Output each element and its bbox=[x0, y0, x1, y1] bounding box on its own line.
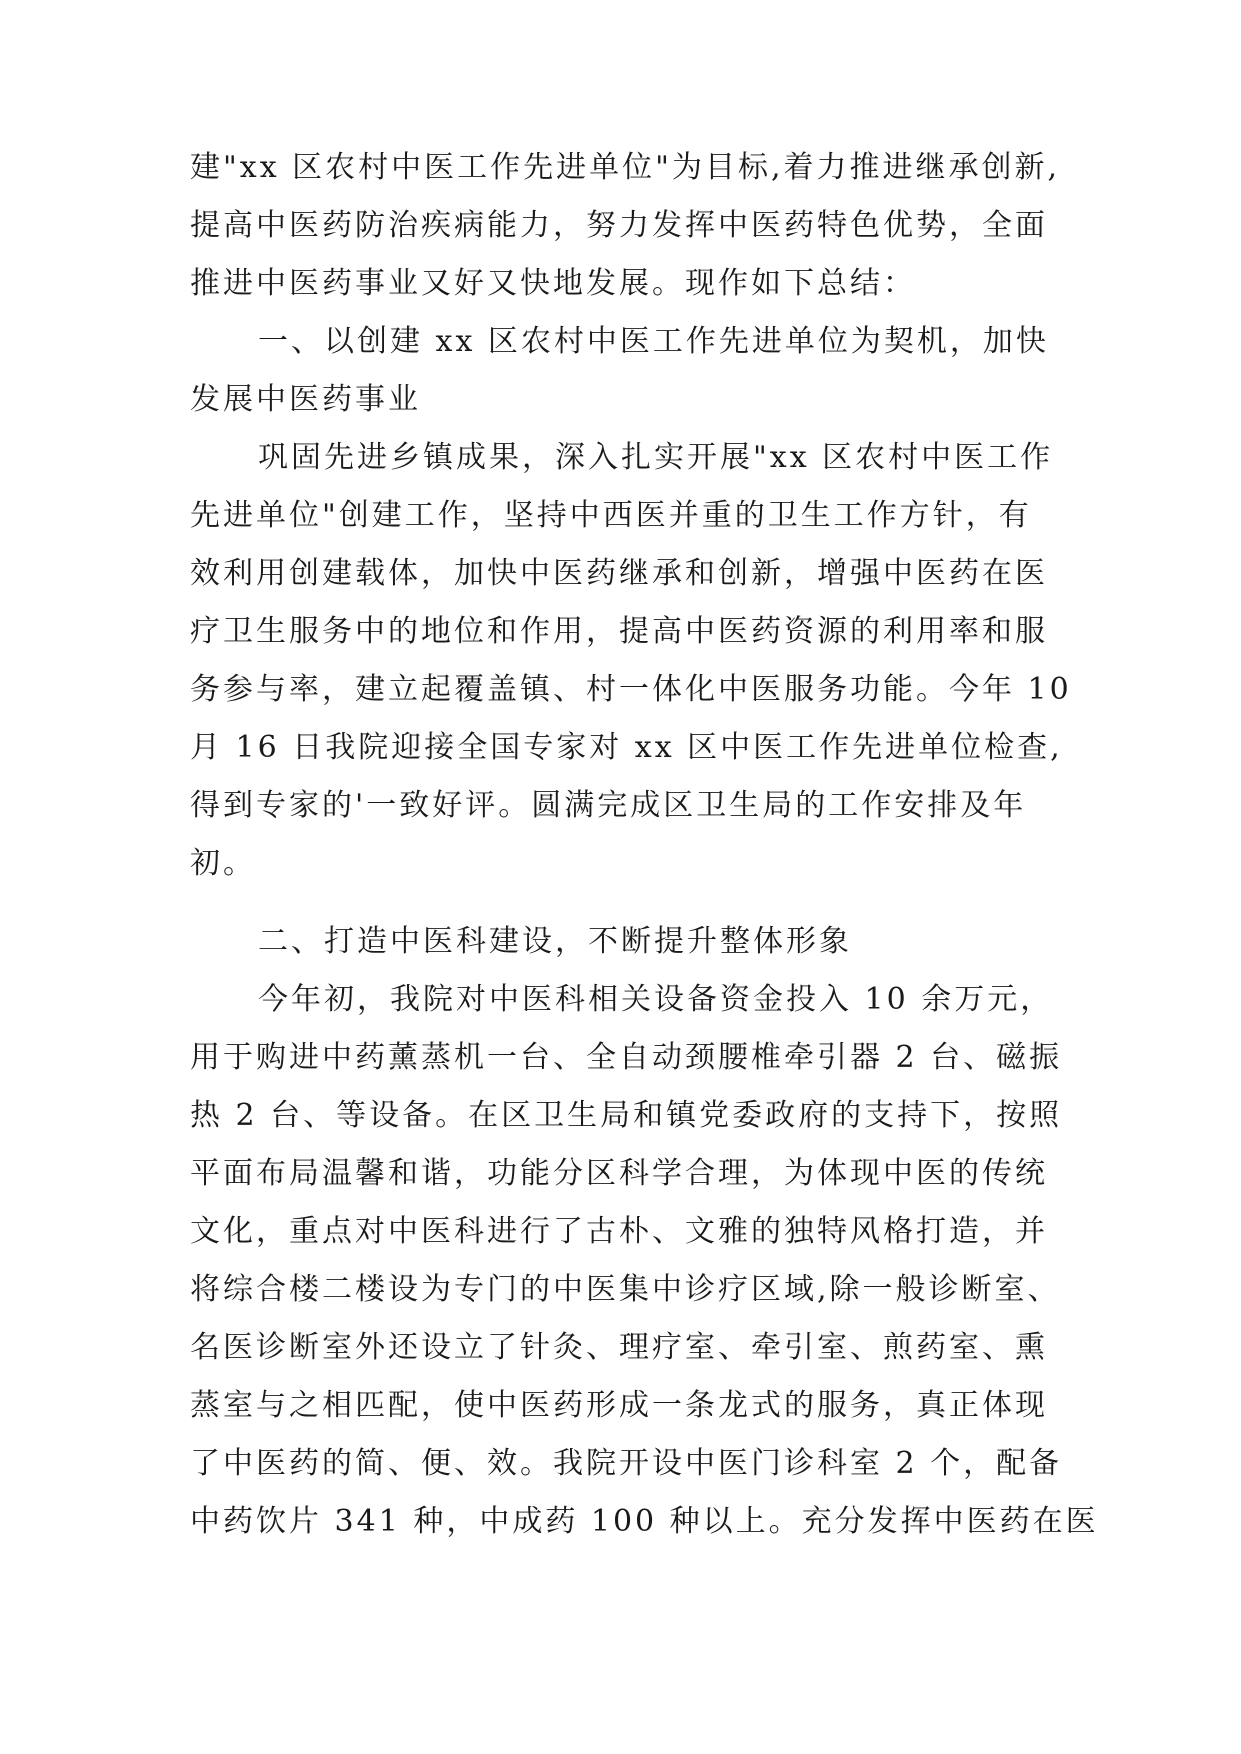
text-line: 将综合楼二楼设为专门的中医集中诊疗区域,除一般诊断室、 bbox=[190, 1272, 1061, 1307]
text-line: 疗卫生服务中的地位和作用，提高中医药资源的利用率和服 bbox=[190, 614, 1048, 649]
text-line: 平面布局温馨和谐，功能分区科学合理，为体现中医的传统 bbox=[190, 1156, 1048, 1191]
text-line: 文化，重点对中医科进行了古朴、文雅的独特风格打造，并 bbox=[190, 1214, 1048, 1249]
text-line: 名医诊断室外还设立了针灸、理疗室、牵引室、煎药室、熏 bbox=[190, 1330, 1048, 1365]
text-line: 建"xx 区农村中医工作先进单位"为目标,着力推进继承创新, bbox=[190, 150, 1061, 185]
text-line: 月 16 日我院迎接全国专家对 xx 区中医工作先进单位检查, bbox=[190, 730, 1063, 765]
text-line: 蒸室与之相匹配，使中医药形成一条龙式的服务，真正体现 bbox=[190, 1388, 1048, 1423]
text-line: 得到专家的'一致好评。圆满完成区卫生局的工作安排及年 bbox=[190, 788, 1027, 823]
text-line: 提高中医药防治疾病能力，努力发挥中医药特色优势，全面 bbox=[190, 208, 1048, 243]
text-line: 效利用创建载体，加快中医药继承和创新，增强中医药在医 bbox=[190, 556, 1048, 591]
section-heading: 一、以创建 xx 区农村中医工作先进单位为契机，加快 bbox=[258, 324, 1049, 359]
text-line: 用于购进中药薰蒸机一台、全自动颈腰椎牵引器 2 台、磁振 bbox=[190, 1040, 1063, 1075]
text-line: 巩固先进乡镇成果，深入扎实开展"xx 区农村中医工作 bbox=[258, 440, 1054, 475]
text-line: 务参与率，建立起覆盖镇、村一体化中医服务功能。今年 10 bbox=[190, 672, 1072, 707]
text-line: 先进单位"创建工作，坚持中西医并重的卫生工作方针，有 bbox=[190, 498, 1032, 533]
text-line: 了中医药的简、便、效。我院开设中医门诊科室 2 个，配备 bbox=[190, 1446, 1063, 1481]
section-heading-continued: 发展中医药事业 bbox=[190, 382, 421, 417]
text-line: 中药饮片 341 种，中成药 100 种以上。充分发挥中医药在医 bbox=[190, 1504, 1099, 1539]
text-line: 今年初，我院对中医科相关设备资金投入 10 余万元， bbox=[258, 982, 1054, 1017]
text-line: 初。 bbox=[190, 846, 256, 881]
text-line: 热 2 台、等设备。在区卫生局和镇党委政府的支持下，按照 bbox=[190, 1098, 1063, 1133]
section-heading: 二、打造中医科建设，不断提升整体形象 bbox=[258, 924, 852, 959]
text-line: 推进中医药事业又好又快地发展。现作如下总结： bbox=[190, 266, 916, 301]
